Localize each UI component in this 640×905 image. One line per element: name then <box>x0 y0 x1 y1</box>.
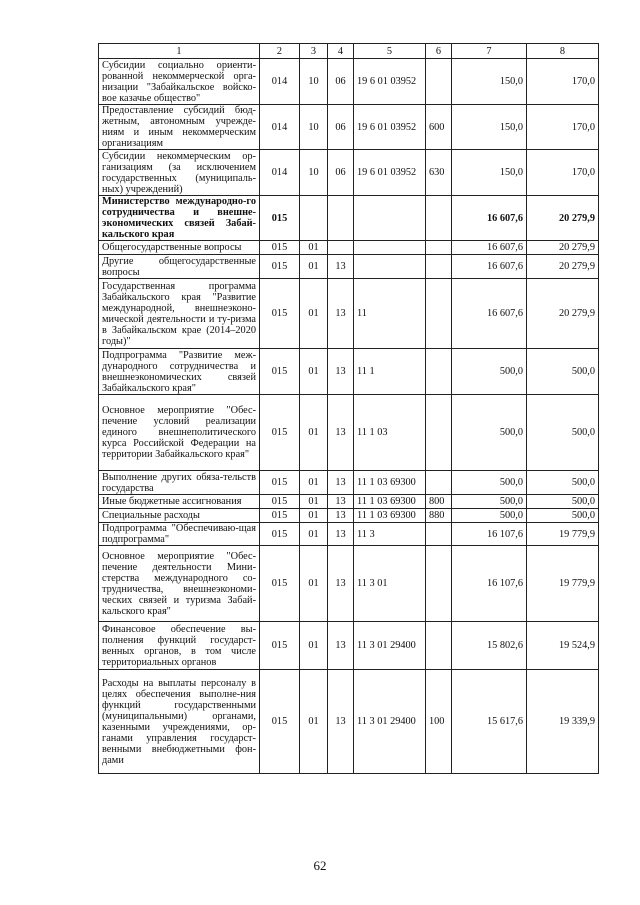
subsection-code: 13 <box>328 471 354 495</box>
row-name: Основное мероприятие "Обес-печение деятельности Мини-стерства международного со-трудничества, внешнеэкономи-ческих связей и туризма Забай-кальского края" <box>99 546 260 622</box>
section-code: 01 <box>300 523 328 546</box>
column-header-6: 6 <box>426 44 452 59</box>
section-code: 01 <box>300 395 328 471</box>
amount-year-2: 20 279,9 <box>527 241 599 255</box>
amount-year-2: 500,0 <box>527 395 599 471</box>
table-row <box>99 495 599 509</box>
target-article-code <box>354 255 426 279</box>
grbs-code: 015 <box>260 523 300 546</box>
grbs-code: 015 <box>260 471 300 495</box>
target-article-code: 19 6 01 03952 <box>354 105 426 150</box>
amount-year-2: 500,0 <box>527 509 599 523</box>
target-article-code: 11 1 <box>354 349 426 395</box>
section-code: 10 <box>300 150 328 196</box>
expense-type-code <box>426 241 452 255</box>
column-header-3: 3 <box>300 44 328 59</box>
grbs-code: 015 <box>260 255 300 279</box>
amount-year-2: 20 279,9 <box>527 279 599 349</box>
row-name: Финансовое обеспечение вы-полнения функций государст-венных органов, в том числе территориальных органов <box>99 622 260 670</box>
expense-type-code: 630 <box>426 150 452 196</box>
amount-year-1: 16 107,6 <box>452 546 527 622</box>
subsection-code: 06 <box>328 105 354 150</box>
header-row <box>99 44 599 59</box>
amount-year-1: 500,0 <box>452 495 527 509</box>
section-code: 01 <box>300 241 328 255</box>
target-article-code: 11 1 03 <box>354 395 426 471</box>
amount-year-2: 500,0 <box>527 471 599 495</box>
row-name: Субсидии социально ориенти-рованной некоммерческой орга-низации "Забайкальское войско-вое казачье общество" <box>99 59 260 105</box>
section-code: 01 <box>300 546 328 622</box>
table-row <box>99 670 599 774</box>
budget-table <box>98 43 599 774</box>
amount-year-1: 150,0 <box>452 105 527 150</box>
amount-year-2: 500,0 <box>527 349 599 395</box>
row-name: Подпрограмма "Развитие меж-дународного сотрудничества и внешнеэкономических связей Забайкальского края" <box>99 349 260 395</box>
table-row <box>99 471 599 495</box>
amount-year-1: 500,0 <box>452 471 527 495</box>
subsection-code: 13 <box>328 255 354 279</box>
subsection-code: 13 <box>328 622 354 670</box>
column-header-1: 1 <box>99 44 260 59</box>
row-name: Расходы на выплаты персоналу в целях обеспечения выполне-ния функций государственными (муниципальными) органами, казенными учреждениями, ор-ганами управления государст-венными внебюджетными фон-дами <box>99 670 260 774</box>
table-row <box>99 279 599 349</box>
row-name: Субсидии некоммерческим ор-ганизациям (за исключением государственных (муниципаль-ных) учреждений) <box>99 150 260 196</box>
table-row <box>99 196 599 241</box>
section-code: 01 <box>300 509 328 523</box>
expense-type-code <box>426 471 452 495</box>
grbs-code: 015 <box>260 509 300 523</box>
table-row <box>99 59 599 105</box>
table-row <box>99 622 599 670</box>
row-name: Иные бюджетные ассигнования <box>99 495 260 509</box>
subsection-code <box>328 196 354 241</box>
subsection-code: 13 <box>328 546 354 622</box>
expense-type-code: 880 <box>426 509 452 523</box>
expense-type-code: 800 <box>426 495 452 509</box>
target-article-code: 11 <box>354 279 426 349</box>
target-article-code: 11 3 <box>354 523 426 546</box>
amount-year-1: 500,0 <box>452 509 527 523</box>
subsection-code: 13 <box>328 670 354 774</box>
section-code: 01 <box>300 279 328 349</box>
target-article-code: 11 3 01 29400 <box>354 670 426 774</box>
row-name: Государственная программа Забайкальского края "Развитие международной, внешнеэконо-мической деятельности и ту-ризма в Забайкальском крае (2014–2020 годы)" <box>99 279 260 349</box>
target-article-code: 19 6 01 03952 <box>354 59 426 105</box>
grbs-code: 015 <box>260 622 300 670</box>
amount-year-1: 15 802,6 <box>452 622 527 670</box>
row-name: Другие общегосударственные вопросы <box>99 255 260 279</box>
column-header-5: 5 <box>354 44 426 59</box>
row-name: Специальные расходы <box>99 509 260 523</box>
expense-type-code <box>426 395 452 471</box>
amount-year-2: 19 339,9 <box>527 670 599 774</box>
subsection-code: 13 <box>328 509 354 523</box>
amount-year-2: 19 524,9 <box>527 622 599 670</box>
section-code <box>300 196 328 241</box>
row-name: Основное мероприятие "Обес-печение условий реализации единого внешнеполитического курса Российской Федерации на территории Забайкальского края" <box>99 395 260 471</box>
expense-type-code <box>426 255 452 279</box>
target-article-code <box>354 241 426 255</box>
target-article-code: 11 1 03 69300 <box>354 495 426 509</box>
subsection-code: 13 <box>328 523 354 546</box>
section-code: 10 <box>300 59 328 105</box>
section-code: 01 <box>300 670 328 774</box>
grbs-code: 014 <box>260 105 300 150</box>
table-row <box>99 546 599 622</box>
amount-year-2: 20 279,9 <box>527 255 599 279</box>
target-article-code: 11 1 03 69300 <box>354 471 426 495</box>
section-code: 01 <box>300 349 328 395</box>
section-code: 01 <box>300 622 328 670</box>
subsection-code: 13 <box>328 349 354 395</box>
page-number: 62 <box>313 858 327 873</box>
table-row <box>99 150 599 196</box>
section-code: 01 <box>300 471 328 495</box>
table-row <box>99 255 599 279</box>
amount-year-1: 500,0 <box>452 349 527 395</box>
grbs-code: 015 <box>260 395 300 471</box>
amount-year-2: 19 779,9 <box>527 523 599 546</box>
amount-year-2: 20 279,9 <box>527 196 599 241</box>
row-name: Подпрограмма "Обеспечиваю-щая подпрограмма" <box>99 523 260 546</box>
target-article-code: 11 3 01 29400 <box>354 622 426 670</box>
grbs-code: 015 <box>260 546 300 622</box>
grbs-code: 015 <box>260 196 300 241</box>
subsection-code: 13 <box>328 395 354 471</box>
row-name: Министерство международно-го сотрудничества и внешне-экономических связей Забай-кальского края <box>99 196 260 241</box>
section-code: 01 <box>300 495 328 509</box>
row-name: Предоставление субсидий бюд-жетным, автономным учрежде-ниям и иным некоммерческим организациям <box>99 105 260 150</box>
target-article-code: 19 6 01 03952 <box>354 150 426 196</box>
table-row <box>99 241 599 255</box>
column-header-8: 8 <box>527 44 599 59</box>
section-code: 01 <box>300 255 328 279</box>
amount-year-1: 16 607,6 <box>452 196 527 241</box>
subsection-code: 06 <box>328 150 354 196</box>
expense-type-code <box>426 546 452 622</box>
row-name: Общегосударственные вопросы <box>99 241 260 255</box>
table-row <box>99 105 599 150</box>
expense-type-code: 100 <box>426 670 452 774</box>
row-name: Выполнение других обяза-тельств государства <box>99 471 260 495</box>
grbs-code: 014 <box>260 59 300 105</box>
grbs-code: 015 <box>260 349 300 395</box>
subsection-code: 13 <box>328 495 354 509</box>
expense-type-code <box>426 279 452 349</box>
amount-year-1: 500,0 <box>452 395 527 471</box>
grbs-code: 015 <box>260 241 300 255</box>
amount-year-2: 500,0 <box>527 495 599 509</box>
amount-year-2: 170,0 <box>527 150 599 196</box>
amount-year-2: 19 779,9 <box>527 546 599 622</box>
table-row <box>99 395 599 471</box>
subsection-code <box>328 241 354 255</box>
grbs-code: 015 <box>260 495 300 509</box>
table-row <box>99 523 599 546</box>
grbs-code: 015 <box>260 279 300 349</box>
amount-year-1: 16 607,6 <box>452 241 527 255</box>
expense-type-code <box>426 196 452 241</box>
subsection-code: 06 <box>328 59 354 105</box>
amount-year-1: 16 607,6 <box>452 255 527 279</box>
column-header-2: 2 <box>260 44 300 59</box>
expense-type-code <box>426 59 452 105</box>
column-header-7: 7 <box>452 44 527 59</box>
amount-year-1: 16 607,6 <box>452 279 527 349</box>
amount-year-1: 150,0 <box>452 150 527 196</box>
column-header-4: 4 <box>328 44 354 59</box>
expense-type-code <box>426 349 452 395</box>
target-article-code <box>354 196 426 241</box>
section-code: 10 <box>300 105 328 150</box>
amount-year-1: 16 107,6 <box>452 523 527 546</box>
table-row <box>99 349 599 395</box>
subsection-code: 13 <box>328 279 354 349</box>
expense-type-code: 600 <box>426 105 452 150</box>
target-article-code: 11 1 03 69300 <box>354 509 426 523</box>
amount-year-1: 150,0 <box>452 59 527 105</box>
expense-type-code <box>426 523 452 546</box>
grbs-code: 015 <box>260 670 300 774</box>
target-article-code: 11 3 01 <box>354 546 426 622</box>
amount-year-1: 15 617,6 <box>452 670 527 774</box>
table-row <box>99 509 599 523</box>
grbs-code: 014 <box>260 150 300 196</box>
table-body <box>99 44 599 774</box>
amount-year-2: 170,0 <box>527 59 599 105</box>
amount-year-2: 170,0 <box>527 105 599 150</box>
expense-type-code <box>426 622 452 670</box>
